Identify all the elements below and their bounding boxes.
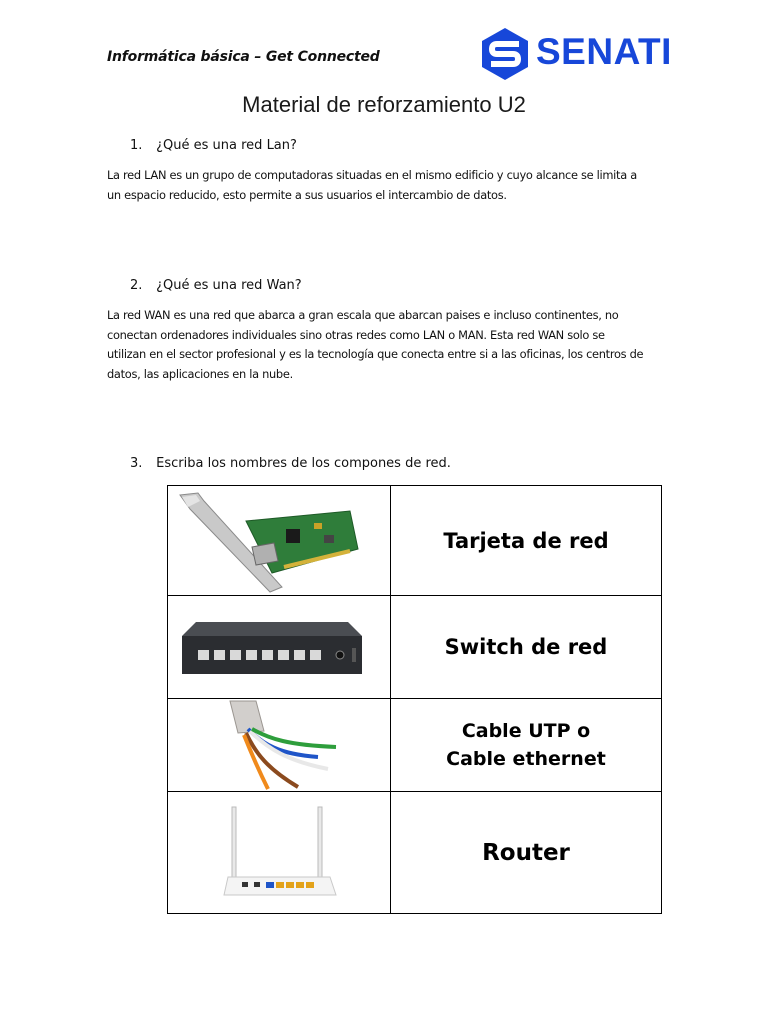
header-title: Informática básica – Get Connected bbox=[107, 49, 380, 65]
components-table bbox=[167, 485, 662, 914]
senati-logo-icon bbox=[478, 27, 532, 81]
network-switch-image bbox=[176, 604, 376, 690]
answer-line: datos, las aplicaciones en la nube. bbox=[107, 366, 293, 381]
question-text: ¿Qué es una red Lan? bbox=[156, 138, 297, 153]
table-row bbox=[168, 792, 662, 914]
utp-cable-image bbox=[208, 699, 358, 791]
table-row bbox=[168, 699, 662, 792]
image-cell bbox=[168, 699, 391, 792]
answer-line: utilizan en el sector profesional y es la tecnología que conecta entre si a las oficinas, los centros de bbox=[107, 347, 644, 361]
component-label: Switch de red bbox=[391, 596, 662, 699]
question-number: 3. bbox=[130, 456, 143, 471]
table-row bbox=[168, 486, 662, 596]
question-3 bbox=[130, 456, 451, 471]
network-card-image bbox=[174, 489, 359, 593]
table-row bbox=[168, 596, 662, 699]
answer-1 bbox=[107, 166, 667, 205]
question-text: Escriba los nombres de los compones de red. bbox=[156, 456, 451, 471]
component-label-line: Cable ethernet bbox=[446, 748, 606, 770]
image-cell bbox=[168, 792, 391, 914]
image-cell bbox=[168, 486, 391, 596]
question-number: 1. bbox=[130, 138, 143, 153]
question-2 bbox=[130, 278, 302, 293]
senati-logo bbox=[478, 27, 672, 81]
answer-line: La red WAN es una red que abarca a gran escala que abarcan paises e incluso continentes, no bbox=[107, 308, 619, 322]
logo-text: SENATI bbox=[536, 31, 672, 72]
component-label: Tarjeta de red bbox=[391, 486, 662, 596]
answer-line: un espacio reducido, esto permite a sus usuarios el intercambio de datos. bbox=[107, 187, 507, 202]
component-label: Router bbox=[391, 792, 662, 914]
document-title: Material de reforzamiento U2 bbox=[242, 92, 526, 117]
question-1 bbox=[130, 138, 297, 153]
component-label bbox=[391, 699, 662, 792]
answer-line: La red LAN es un grupo de computadoras situadas en el mismo edificio y cuyo alcance se limita a bbox=[107, 168, 637, 182]
question-text: ¿Qué es una red Wan? bbox=[156, 278, 302, 293]
question-number: 2. bbox=[130, 278, 143, 293]
router-image bbox=[220, 801, 340, 905]
component-label-line: Cable UTP o bbox=[461, 720, 591, 742]
image-cell bbox=[168, 596, 391, 699]
answer-2 bbox=[107, 306, 667, 384]
answer-line: conectan ordenadores individuales sino otras redes como LAN o MAN. Esta red WAN solo se bbox=[107, 327, 605, 342]
